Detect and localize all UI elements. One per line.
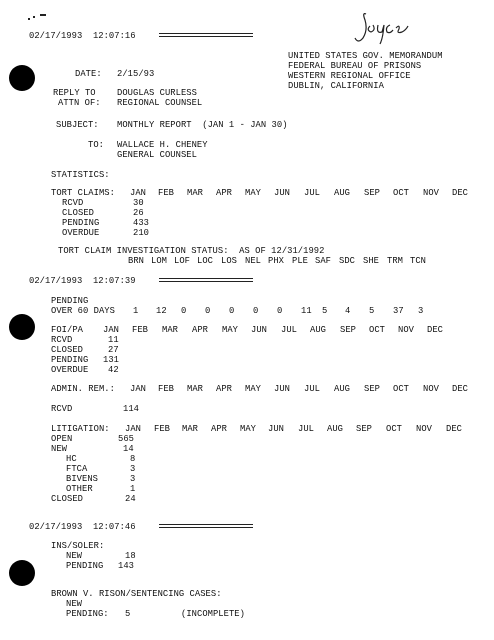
over-60-value: 11 xyxy=(301,306,312,316)
ins-header: INS/SOLER: xyxy=(51,541,105,551)
month-label: FEB xyxy=(158,384,174,394)
month-label: DEC xyxy=(427,325,443,335)
letterhead-line: UNITED STATES GOV. MEMORANDUM xyxy=(288,51,443,61)
over-60-value: 0 xyxy=(181,306,187,316)
month-label: AUG xyxy=(334,384,350,394)
over-60-value: 1 xyxy=(133,306,139,316)
month-label: JUN xyxy=(274,384,290,394)
month-label: OCT xyxy=(393,384,409,394)
month-label: OCT xyxy=(369,325,385,335)
admin-header: ADMIN. REM.: xyxy=(51,384,115,394)
to-label: TO: xyxy=(88,140,104,150)
handwritten-signature xyxy=(352,8,412,48)
foipa-row-value: 42 xyxy=(108,365,119,375)
facility-code: TRM xyxy=(387,256,403,266)
month-label: OCT xyxy=(386,424,402,434)
month-label: JUN xyxy=(251,325,267,335)
facility-code: SHE xyxy=(363,256,379,266)
facility-code: SDC xyxy=(339,256,355,266)
month-label: MAY xyxy=(245,188,261,198)
brown-header: BROWN V. RISON/SENTENCING CASES: xyxy=(51,589,222,599)
fax-timestamp-2: 02/17/1993 12:07:39 xyxy=(29,276,136,286)
punch-hole xyxy=(9,560,35,586)
month-label: JAN xyxy=(125,424,141,434)
month-label: NOV xyxy=(398,325,414,335)
attn-label: ATTN OF: xyxy=(58,98,101,108)
ins-row-value: 18 xyxy=(125,551,136,561)
litigation-row-value: 1 xyxy=(130,484,136,494)
over-60-value: 0 xyxy=(277,306,283,316)
date-value: 2/15/93 xyxy=(117,69,155,79)
fax-timestamp-3: 02/17/1993 12:07:46 xyxy=(29,522,136,532)
subject-value: MONTHLY REPORT (JAN 1 - JAN 30) xyxy=(117,120,288,130)
tort-row-label: OVERDUE xyxy=(62,228,100,238)
punch-hole xyxy=(9,314,35,340)
to-name: WALLACE H. CHENEY xyxy=(117,140,208,150)
month-label: AUG xyxy=(327,424,343,434)
litigation-row-value: 8 xyxy=(130,454,136,464)
month-label: MAY xyxy=(222,325,238,335)
foipa-header: FOI/PA xyxy=(51,325,83,335)
month-label: DEC xyxy=(446,424,462,434)
month-label: MAR xyxy=(182,424,198,434)
month-label: JAN xyxy=(103,325,119,335)
statistics-label: STATISTICS: xyxy=(51,170,110,180)
month-label: APR xyxy=(192,325,208,335)
tort-row-value: 30 xyxy=(133,198,144,208)
month-label: MAR xyxy=(162,325,178,335)
month-label: APR xyxy=(211,424,227,434)
scan-speck xyxy=(33,16,35,18)
letterhead-line: WESTERN REGIONAL OFFICE xyxy=(288,71,411,81)
litigation-row-label: HC xyxy=(66,454,77,464)
month-label: JAN xyxy=(130,188,146,198)
over-60-value: 5 xyxy=(369,306,375,316)
over-60-value: 5 xyxy=(322,306,328,316)
fax-divider xyxy=(159,33,253,39)
month-label: APR xyxy=(216,188,232,198)
litigation-row-value: 3 xyxy=(130,464,136,474)
litigation-header: LITIGATION: xyxy=(51,424,110,434)
month-label: SEP xyxy=(364,384,380,394)
fax-divider xyxy=(159,278,253,284)
ins-row-value: 143 xyxy=(118,561,134,571)
month-label: NOV xyxy=(423,384,439,394)
month-label: APR xyxy=(216,384,232,394)
facility-code: BRN xyxy=(128,256,144,266)
tort-row-label: RCVD xyxy=(62,198,84,208)
punch-hole xyxy=(9,65,35,91)
month-label: NOV xyxy=(423,188,439,198)
month-label: MAY xyxy=(240,424,256,434)
tort-row-value: 433 xyxy=(133,218,149,228)
foipa-row-label: RCVD xyxy=(51,335,73,345)
month-label: AUG xyxy=(310,325,326,335)
foipa-row-label: OVERDUE xyxy=(51,365,89,375)
fax-timestamp-1: 02/17/1993 12:07:16 xyxy=(29,31,136,41)
month-label: JAN xyxy=(130,384,146,394)
pending-label: PENDING xyxy=(51,296,89,306)
litigation-row-label: BIVENS xyxy=(66,474,98,484)
letterhead-line: DUBLIN, CALIFORNIA xyxy=(288,81,384,91)
month-label: MAR xyxy=(187,188,203,198)
tort-row-label: PENDING xyxy=(62,218,100,228)
month-label: JUL xyxy=(304,188,320,198)
facility-code: SAF xyxy=(315,256,331,266)
facility-code: TCN xyxy=(410,256,426,266)
reply-value: DOUGLAS CURLESS xyxy=(117,88,197,98)
reply-label: REPLY TO xyxy=(53,88,96,98)
over-60-value: 0 xyxy=(205,306,211,316)
admin-row-label: RCVD xyxy=(51,404,73,414)
litigation-row-value: 14 xyxy=(123,444,134,454)
month-label: MAR xyxy=(187,384,203,394)
facility-code: LOC xyxy=(197,256,213,266)
scan-speck xyxy=(40,14,46,16)
tort-row-label: CLOSED xyxy=(62,208,94,218)
to-title: GENERAL COUNSEL xyxy=(117,150,197,160)
month-label: DEC xyxy=(452,188,468,198)
over-60-label: OVER 60 DAYS xyxy=(51,306,115,316)
month-label: FEB xyxy=(158,188,174,198)
attn-value: REGIONAL COUNSEL xyxy=(117,98,203,108)
admin-row-value: 114 xyxy=(123,404,139,414)
month-label: JUL xyxy=(304,384,320,394)
tort-header: TORT CLAIMS: xyxy=(51,188,115,198)
month-label: FEB xyxy=(154,424,170,434)
letterhead-line: FEDERAL BUREAU OF PRISONS xyxy=(288,61,422,71)
over-60-value: 0 xyxy=(229,306,235,316)
month-label: OCT xyxy=(393,188,409,198)
foipa-row-label: CLOSED xyxy=(51,345,83,355)
investigation-title: TORT CLAIM INVESTIGATION STATUS: AS OF 12/31/1992 xyxy=(58,246,325,256)
month-label: NOV xyxy=(416,424,432,434)
brown-new-label: NEW xyxy=(66,599,82,609)
over-60-value: 0 xyxy=(253,306,259,316)
facility-code: NEL xyxy=(245,256,261,266)
facility-code: PLE xyxy=(292,256,308,266)
foipa-row-label: PENDING xyxy=(51,355,89,365)
date-label: DATE: xyxy=(75,69,102,79)
brown-pending-value: 5 xyxy=(125,609,131,619)
tort-row-value: 26 xyxy=(133,208,144,218)
facility-code: LOM xyxy=(151,256,167,266)
brown-pending-label: PENDING: xyxy=(66,609,109,619)
month-label: JUL xyxy=(281,325,297,335)
scan-speck xyxy=(28,18,30,20)
month-label: SEP xyxy=(364,188,380,198)
facility-code: LOF xyxy=(174,256,190,266)
month-label: SEP xyxy=(356,424,372,434)
foipa-row-value: 11 xyxy=(108,335,119,345)
ins-row-label: NEW xyxy=(66,551,82,561)
month-label: FEB xyxy=(132,325,148,335)
subject-label: SUBJECT: xyxy=(56,120,99,130)
over-60-value: 4 xyxy=(345,306,351,316)
litigation-row-value: 3 xyxy=(130,474,136,484)
month-label: SEP xyxy=(340,325,356,335)
ins-row-label: PENDING xyxy=(66,561,104,571)
facility-code: LOS xyxy=(221,256,237,266)
litigation-row-value: 565 xyxy=(118,434,134,444)
brown-note: (INCOMPLETE) xyxy=(181,609,245,619)
facility-code: PHX xyxy=(268,256,284,266)
litigation-row-value: 24 xyxy=(125,494,136,504)
litigation-row-label: NEW xyxy=(51,444,67,454)
over-60-value: 3 xyxy=(418,306,424,316)
over-60-value: 12 xyxy=(156,306,167,316)
litigation-row-label: CLOSED xyxy=(51,494,83,504)
month-label: AUG xyxy=(334,188,350,198)
litigation-row-label: OTHER xyxy=(66,484,93,494)
over-60-value: 37 xyxy=(393,306,404,316)
foipa-row-value: 131 xyxy=(103,355,119,365)
litigation-row-label: OPEN xyxy=(51,434,73,444)
tort-row-value: 210 xyxy=(133,228,149,238)
litigation-row-label: FTCA xyxy=(66,464,88,474)
month-label: DEC xyxy=(452,384,468,394)
month-label: JUN xyxy=(268,424,284,434)
month-label: JUL xyxy=(298,424,314,434)
month-label: JUN xyxy=(274,188,290,198)
fax-divider xyxy=(159,524,253,530)
month-label: MAY xyxy=(245,384,261,394)
foipa-row-value: 27 xyxy=(108,345,119,355)
